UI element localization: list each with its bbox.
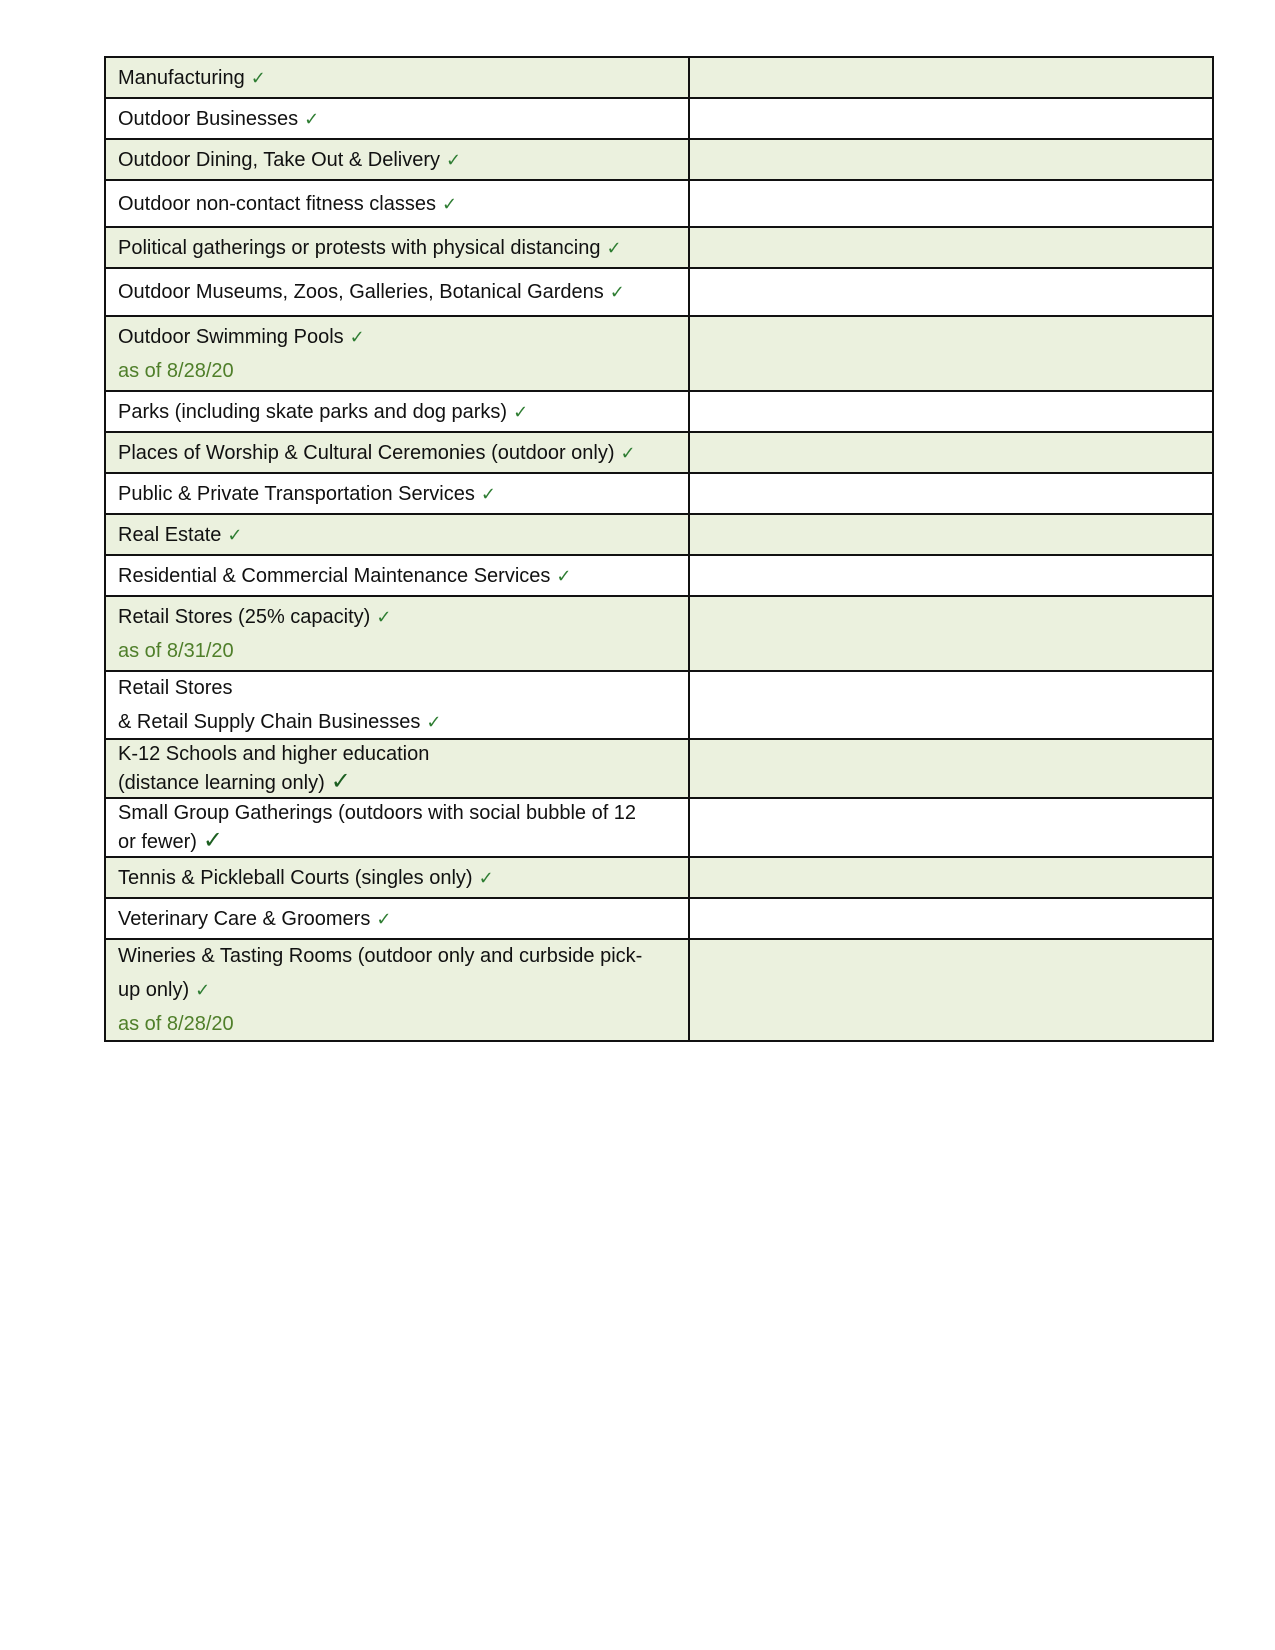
activity-cell (105, 98, 689, 139)
activity-cell (105, 857, 689, 898)
empty-cell (689, 391, 1213, 432)
checkmark-icon: ✓ (609, 282, 625, 302)
activity-label: Parks (including skate parks and dog parks) (118, 400, 508, 423)
empty-cell (689, 432, 1213, 473)
effective-date-note: as of 8/28/20 (118, 359, 234, 382)
activity-label: Outdoor Swimming Pools (118, 325, 344, 348)
empty-cell (689, 939, 1213, 1041)
activity-label-continued: or fewer) (118, 831, 197, 853)
activity-label: Retail Stores (25% capacity) (118, 605, 371, 628)
checkmark-icon: ✓ (376, 908, 392, 929)
activity-cell (105, 57, 689, 98)
table-row (105, 98, 1213, 139)
checkmark-icon: ✓ (620, 442, 636, 463)
table-row (105, 432, 1213, 473)
checkmark-icon: ✓ (349, 326, 365, 347)
table-row (105, 857, 1213, 898)
activity-label: Veterinary Care & Groomers (118, 907, 371, 930)
activity-cell (105, 939, 689, 1041)
empty-cell (689, 739, 1213, 798)
checkmark-icon: ✓ (441, 193, 458, 214)
checkmark-icon: ✓ (227, 524, 243, 545)
checkmark-icon: ✓ (195, 980, 211, 1000)
activity-label: Tennis & Pickleball Courts (singles only) (118, 866, 473, 889)
table-row (105, 268, 1213, 316)
table-row (105, 391, 1213, 432)
empty-cell (689, 227, 1213, 268)
activity-label: Outdoor Businesses (118, 107, 299, 130)
activity-label-continued: up only) (118, 979, 190, 1001)
activity-cell (105, 180, 689, 227)
checkmark-icon: ✓ (330, 768, 351, 795)
table-row (105, 671, 1213, 739)
activity-cell (105, 268, 689, 316)
checkmark-icon: ✓ (556, 565, 572, 586)
checkmark-icon: ✓ (202, 827, 224, 854)
table-row (105, 739, 1213, 798)
activity-label: Wineries & Tasting Rooms (outdoor only and curbside pick- (118, 945, 643, 967)
activity-cell (105, 898, 689, 939)
activity-label: Small Group Gatherings (outdoors with social bubble of 12 (118, 802, 637, 824)
activity-cell (105, 432, 689, 473)
activity-label: Outdoor non-contact fitness classes (118, 192, 436, 215)
activity-label-continued: (distance learning only) (118, 772, 325, 794)
empty-cell (689, 316, 1213, 391)
checkmark-icon: ✓ (478, 867, 494, 888)
empty-cell (689, 857, 1213, 898)
activity-label: K-12 Schools and higher education (118, 743, 430, 765)
activity-cell (105, 555, 689, 596)
empty-cell (689, 596, 1213, 671)
effective-date-note: as of 8/31/20 (118, 639, 234, 662)
activity-cell (105, 139, 689, 180)
checkmark-icon: ✓ (446, 149, 462, 170)
activity-label: Public & Private Transportation Services (118, 482, 475, 505)
empty-cell (689, 98, 1213, 139)
checkmark-icon: ✓ (426, 712, 442, 732)
activity-cell (105, 596, 689, 671)
checkmark-icon: ✓ (513, 401, 529, 422)
activity-cell (105, 514, 689, 555)
empty-cell (689, 139, 1213, 180)
empty-cell (689, 555, 1213, 596)
empty-cell (689, 57, 1213, 98)
activity-label: Manufacturing (118, 66, 245, 89)
table-row (105, 227, 1213, 268)
effective-date-note: as of 8/28/20 (118, 1013, 234, 1035)
activity-label: Residential & Commercial Maintenance Services (118, 564, 551, 587)
table-row (105, 939, 1213, 1041)
activity-label: Political gatherings or protests with physical distancing (118, 236, 601, 259)
table-row (105, 473, 1213, 514)
activity-label: Retail Stores (118, 677, 233, 699)
checkmark-icon: ✓ (376, 606, 392, 627)
empty-cell (689, 473, 1213, 514)
checkmark-icon: ✓ (480, 483, 496, 504)
table-row (105, 596, 1213, 671)
activities-table (104, 56, 1214, 1042)
activity-cell (105, 391, 689, 432)
table-row (105, 798, 1213, 857)
table-row (105, 514, 1213, 555)
table-row (105, 180, 1213, 227)
activity-cell (105, 671, 689, 739)
activity-label: Outdoor Dining, Take Out & Delivery (118, 148, 441, 171)
table-row (105, 316, 1213, 391)
empty-cell (689, 798, 1213, 857)
empty-cell (689, 671, 1213, 739)
activity-label: Real Estate (118, 523, 222, 546)
empty-cell (689, 180, 1213, 227)
checkmark-icon: ✓ (304, 108, 320, 129)
checkmark-icon: ✓ (250, 67, 266, 88)
table-row (105, 139, 1213, 180)
activity-cell (105, 739, 689, 798)
empty-cell (689, 898, 1213, 939)
checkmark-icon: ✓ (606, 237, 622, 258)
activity-cell (105, 473, 689, 514)
empty-cell (689, 514, 1213, 555)
table-row (105, 555, 1213, 596)
activity-cell (105, 316, 689, 391)
activity-label: Outdoor Museums, Zoos, Galleries, Botanical Gardens (118, 281, 604, 303)
table-row (105, 898, 1213, 939)
empty-cell (689, 268, 1213, 316)
activity-cell (105, 227, 689, 268)
activity-cell (105, 798, 689, 857)
table-row (105, 57, 1213, 98)
activity-label: Places of Worship & Cultural Ceremonies (outdoor only) (118, 441, 615, 464)
activity-label-continued: & Retail Supply Chain Businesses (118, 711, 421, 733)
